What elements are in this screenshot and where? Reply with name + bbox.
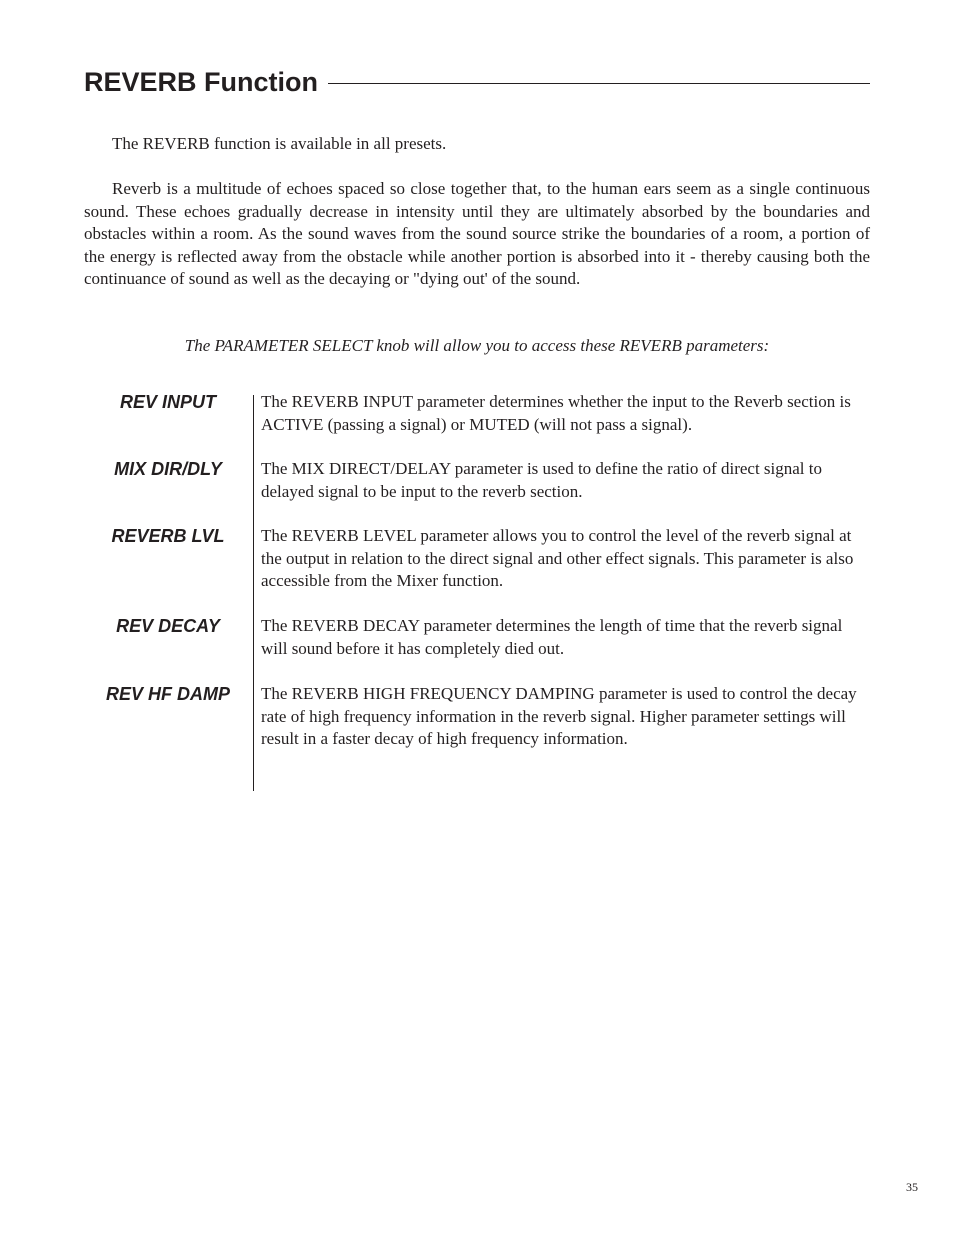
intro-paragraph-reverb-definition: Reverb is a multitude of echoes spaced so close together that, to the human ears seem as a single continuous sound. These echoes gradually decrease in intensity until they are ultimately absorbed by the boundaries and obstacles within a room. As the sound waves from the sound source strike the boundaries of a room, a portion of the energy is reflected away from the obstacle while another portion is absorbed into it - thereby causing both the continuance of sound as well as the decaying or "dying out' of the sound. <box>84 179 870 288</box>
intro-paragraph-availability: The REVERB function is available in all presets. <box>112 134 447 153</box>
param-name-rev-input: REV INPUT <box>119 392 216 412</box>
page-number: 35 <box>906 1180 918 1194</box>
page-title: REVERB Function <box>84 66 318 97</box>
parameters-lead: The PARAMETER SELECT knob will allow you to access these REVERB parameters: <box>184 336 770 355</box>
param-desc-mix-dir-dly: The MIX DIRECT/DELAY parameter is used to define the ratio of direct signal to delayed signal to be input to the reverb section. <box>261 459 823 501</box>
param-name-rev-decay: REV DECAY <box>116 616 220 636</box>
param-desc-rev-input: The REVERB INPUT parameter determines whether the input to the Reverb section is ACTIVE (passing a signal) or MUTED (will not pass a signal). <box>261 392 851 434</box>
param-desc-rev-hf-damp: The REVERB HIGH FREQUENCY DAMPING parameter is used to control the decay rate of high frequency information in the reverb signal. Higher parameter settings will result in a faster decay of high frequency information. <box>261 684 857 748</box>
param-name-rev-hf-damp: REV HF DAMP <box>105 684 230 704</box>
param-desc-rev-decay: The REVERB DECAY parameter determines the length of time that the reverb signal will sound before it has completely died out. <box>261 616 843 658</box>
param-name-mix-dir-dly: MIX DIR/DLY <box>114 459 222 479</box>
param-name-reverb-lvl: REVERB LVL <box>111 526 225 546</box>
parameter-column-divider <box>253 395 254 791</box>
page-heading <box>84 62 870 102</box>
param-desc-reverb-lvl: The REVERB LEVEL parameter allows you to control the level of the reverb signal at the output in relation to the direct signal and other effect signals. This parameter is also accessible from the Mixer function. <box>261 526 854 590</box>
title-rule <box>328 83 870 84</box>
